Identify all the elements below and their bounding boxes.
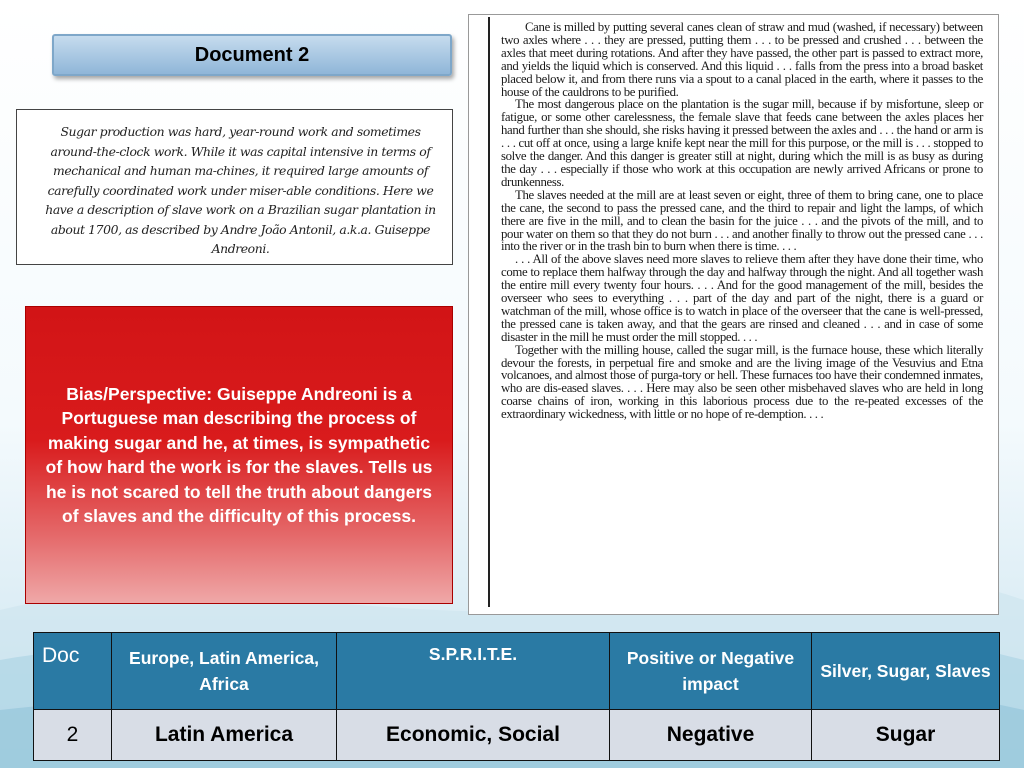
header-commodity: Silver, Sugar, Slaves: [812, 633, 1000, 710]
table-row: [34, 710, 1000, 761]
cell-region: Latin America: [112, 710, 337, 761]
intro-excerpt-text: Sugar production was hard, year-round work and sometimes around-the-clock work. While it was capital intensive in terms of mechanical and human ma-chines, it required large amounts of carefully coordinated work under miser-able conditions. Here we have a description of slave work on a Brazilian sugar plantation in about 1700, as described by Andre João Antonil, a.k.a. Guiseppe Andreoni.: [45, 124, 436, 256]
header-sprite: S.P.R.I.T.E.: [337, 633, 610, 710]
source-paragraph: Together with the milling house, called the sugar mill, is the furnace house, these which literally devour the forests, in perpetual fire and smoke and are the living image of the Vesuvius and Etna volcanoes, and almost those of purga-tory or hell. These furnaces too have their condemned inmates, who are dis-eased slaves. . . . Here may also be seen other misbehaved slaves who are held in long coarse chains of iron, working in this laborious process due to the re-peated excesses of the extraordinary wickedness, with little or no hope of re-demption. . . .: [501, 342, 983, 422]
margin-rule: [488, 17, 490, 607]
bias-perspective-box: [25, 306, 453, 604]
primary-source-document: [468, 14, 999, 615]
table-header-row: [34, 633, 1000, 710]
cell-doc-number: 2: [34, 710, 112, 761]
primary-source-text: [501, 21, 983, 421]
header-impact: Positive or Negative impact: [610, 633, 812, 710]
source-paragraph: The most dangerous place on the plantation is the sugar mill, because if by misfortune, sleep or fatigue, or some other carelessness, the female slave that feeds cane between the axles places her hand further than she should, she risks having it pressed between the axles and . . . the hand or arm is . . . cut off at once, using a large knife kept near the mill for this purpose, or the mill is . . . stopped to solve the danger. And this danger is greater still at night, during which the mill is as busy as during the day . . . especially if those who work at this occupation are newly arrived Africans or prone to drunkenness.: [501, 97, 983, 189]
source-paragraph: The slaves needed at the mill are at least seven or eight, three of them to bring cane, one to place the cane, the second to pass the pressed cane, and the third to repair and light the lamps, of which there are five in the mill, and to clean the basin for the juice . . . and the pivots of the mill, and to pour water on them so that they do not burn . . . and another finally to throw out the pressed cane . . . into the river or in the trash bin to burn when there is time. . . .: [501, 187, 983, 254]
source-paragraph: . . . All of the above slaves need more slaves to relieve them after they have done their time, who come to replace them halfway through the day and halfway through the night. And all together wash the entire mill every twenty four hours. . . . And for the good management of the mill, besides the overseer who sees to everything . . . part of the day and part of the night, there is a guard or watchman of the mill, whose office is to watch in place of the overseer that the cane is well-pressed, the pressed cane is taken away, and that the gears are rinsed and cleaned . . . and in case of some disaster in the mill he must order the mill stopped. . . .: [501, 252, 983, 344]
sprite-analysis-table: [33, 632, 1000, 761]
cell-impact: Negative: [610, 710, 812, 761]
slide-title-text: Document 2: [194, 43, 310, 66]
slide-title: [52, 34, 452, 76]
intro-excerpt-box: [16, 109, 453, 265]
header-region: Europe, Latin America, Africa: [112, 633, 337, 710]
source-paragraph: Cane is milled by putting several canes clean of straw and mud (washed, if necessary) between two axles where . . . they are pressed, putting them . . . to be pressed and crushed . . . between the axles that meet during rotations. And after they have passed, the other part is passed to extract more, and yields the liquid which is conserved. And this liquid . . . falls from the press into a broad basket placed below it, and from there runs via a spout to a canal placed in the earth, where it passes to the house of the cauldrons to be purified.: [501, 20, 983, 99]
header-doc: Doc: [34, 633, 112, 710]
bias-perspective-text: Bias/Perspective: Guiseppe Andreoni is a Portuguese man describing the process of making sugar and he, at times, is sympathetic of how hard the work is for the slaves. Tells us he is not scared to tell the truth about dangers of slaves and the difficulty of this process.: [45, 383, 433, 526]
cell-sprite: Economic, Social: [337, 710, 610, 761]
cell-commodity: Sugar: [812, 710, 1000, 761]
